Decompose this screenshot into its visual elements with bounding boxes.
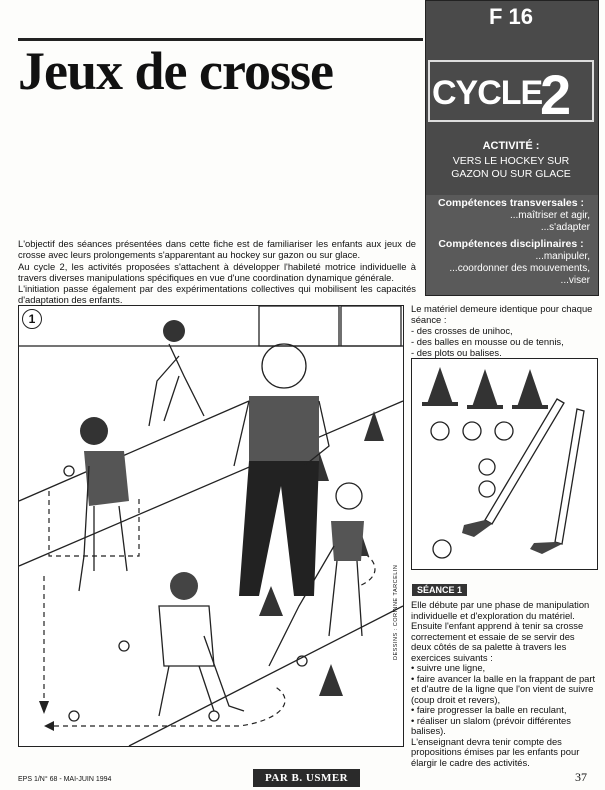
material-text [411, 303, 596, 358]
seance-bullet: • faire progresser la balle en reculant, [411, 704, 567, 715]
disciplinary-item: ...viser [560, 275, 590, 286]
page-title: Jeux de crosse [18, 41, 333, 101]
page-number: 37 [575, 770, 587, 784]
cycle-label: CYCLE [432, 74, 543, 112]
seance-text [411, 600, 596, 768]
seance-bullet: • faire avancer la balle en la frappant de part et d'autre de la ligne que l'on vient de suivre (coup droit et revers), [411, 672, 596, 705]
disciplinary-item: ...manipuler, [535, 251, 590, 262]
illustration-number: 1 [22, 309, 42, 329]
material-drawing [412, 359, 597, 569]
activity-line: VERS LE HOCKEY SUR [452, 155, 570, 167]
intro-paragraph: L'objectif des séances présentées dans cette fiche est de familiariser les enfants aux jeux de crosse avec leurs prolongements s'apparentant au hockey sur gazon ou sur glace. [18, 238, 416, 261]
disciplinary-title: Compétences disciplinaires : [438, 238, 584, 250]
transversal-title: Compétences transversales : [438, 197, 584, 209]
footer-author: PAR B. USMER [253, 769, 360, 787]
material-illustration [411, 358, 598, 570]
intro-paragraph: Au cycle 2, les activités proposées s'attachent à développer l'habileté motrice individuelle à travers diverses manipulations spécifiques en vue d'une coordination dynamique générale. [18, 260, 416, 283]
transversal-item: ...maîtriser et agir, [509, 210, 590, 221]
seance-paragraph: Elle débute par une phase de manipulation individuelle et d'exploration du matériel. [411, 599, 590, 621]
intro-text [18, 238, 416, 306]
seance-bullet: • réaliser un slalom (prévoir différentes balises). [411, 714, 571, 736]
footer-publication: EPS 1/N° 68 - MAI-JUIN 1994 [18, 776, 112, 783]
material-item: - des balles en mousse ou de tennis, [411, 336, 564, 347]
material-item: - des plots ou balises. [411, 347, 502, 358]
fiche-code: F 16 [488, 4, 534, 29]
intro-paragraph: L'initiation passe également par des expérimentations collectives qui mobilisent les capacités d'adaptation des enfants. [18, 283, 416, 306]
illustration-credit: DESSINS : CORINNE TARCELIN [393, 564, 399, 660]
seance-bullet: • suivre une ligne, [411, 662, 486, 673]
material-item: - des crosses de unihoc, [411, 325, 513, 336]
activity-label: ACTIVITÉ : [482, 140, 540, 152]
seance-paragraph: L'enseignant devra tenir compte des propositions émises par les enfants pour élargir le cadre des activités. [411, 735, 580, 768]
seance-label: SÉANCE 1 [412, 584, 467, 596]
main-illustration [18, 305, 404, 747]
activity-line: GAZON OU SUR GLACE [451, 168, 571, 180]
material-intro: Le matériel demeure identique pour chaque séance : [411, 303, 593, 325]
gym-scene-drawing [19, 306, 403, 746]
transversal-item: ...s'adapter [540, 222, 590, 233]
disciplinary-item: ...coordonner des mouvements, [449, 263, 590, 274]
cycle-number: 2 [540, 63, 572, 126]
seance-paragraph: Ensuite l'enfant apprend à tenir sa crosse correctement et essaie de se servir des deux côtés de sa palette à travers les exercices suivants : [411, 620, 584, 663]
